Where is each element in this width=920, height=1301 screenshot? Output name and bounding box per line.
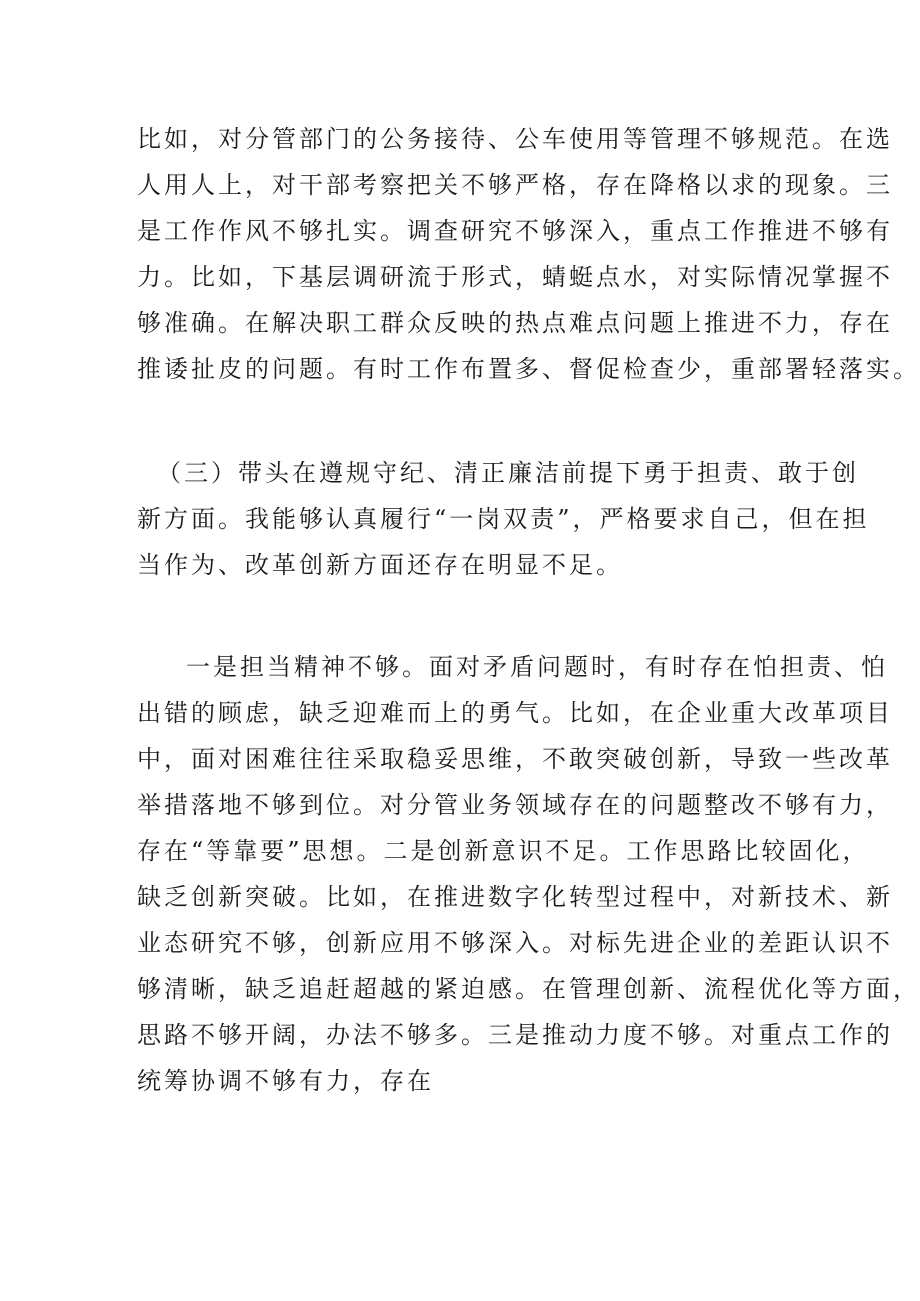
text-line: 统筹协调不够有力，存在 [137, 1067, 434, 1095]
text-line: 一是担当精神不够。面对矛盾问题时，有时存在怕担责、怕 [186, 653, 888, 681]
text-line: 中，面对困难往往采取稳妥思维，不敢突破创新，导致一些改革 [137, 745, 893, 773]
text-line: 够准确。在解决职工群众反映的热点难点问题上推进不力，存在 [137, 309, 893, 337]
text-line: 新方面。我能够认真履行“一岗双责”，严格要求自己，但在担 [137, 505, 870, 533]
text-line: 比如，对分管部门的公务接待、公车使用等管理不够规范。在选 [137, 125, 893, 153]
text-line: 力。比如，下基层调研流于形式，蜻蜓点水，对实际情况掌握不 [137, 263, 893, 291]
text-line: 思路不够开阔，办法不够多。三是推动力度不够。对重点工作的 [137, 1021, 893, 1049]
text-line: 缺乏创新突破。比如，在推进数字化转型过程中，对新技术、新 [137, 883, 893, 911]
text-line: 业态研究不够，创新应用不够深入。对标先进企业的差距认识不 [137, 929, 893, 957]
text-line: 当作为、改革创新方面还存在明显不足。 [137, 551, 623, 579]
text-line: 够清晰，缺乏追赶超越的紧迫感。在管理创新、流程优化等方面， [137, 975, 920, 1003]
text-line: 推诿扯皮的问题。有时工作布置多、督促检查少，重部署轻落实。 [137, 355, 920, 383]
text-line: 举措落地不够到位。对分管业务领域存在的问题整改不够有力， [137, 791, 893, 819]
text-line: 出错的顾虑，缺乏迎难而上的勇气。比如，在企业重大改革项目 [137, 699, 893, 727]
text-line: 是工作作风不够扎实。调查研究不够深入，重点工作推进不够有 [137, 217, 893, 245]
text-line: 人用人上，对干部考察把关不够严格，存在降格以求的现象。三 [137, 171, 893, 199]
text-line: 存在“等靠要”思想。二是创新意识不足。工作思路比较固化， [137, 837, 870, 865]
section-heading-line: （三）带头在遵规守纪、清正廉洁前提下勇于担责、敢于创 [157, 459, 859, 487]
